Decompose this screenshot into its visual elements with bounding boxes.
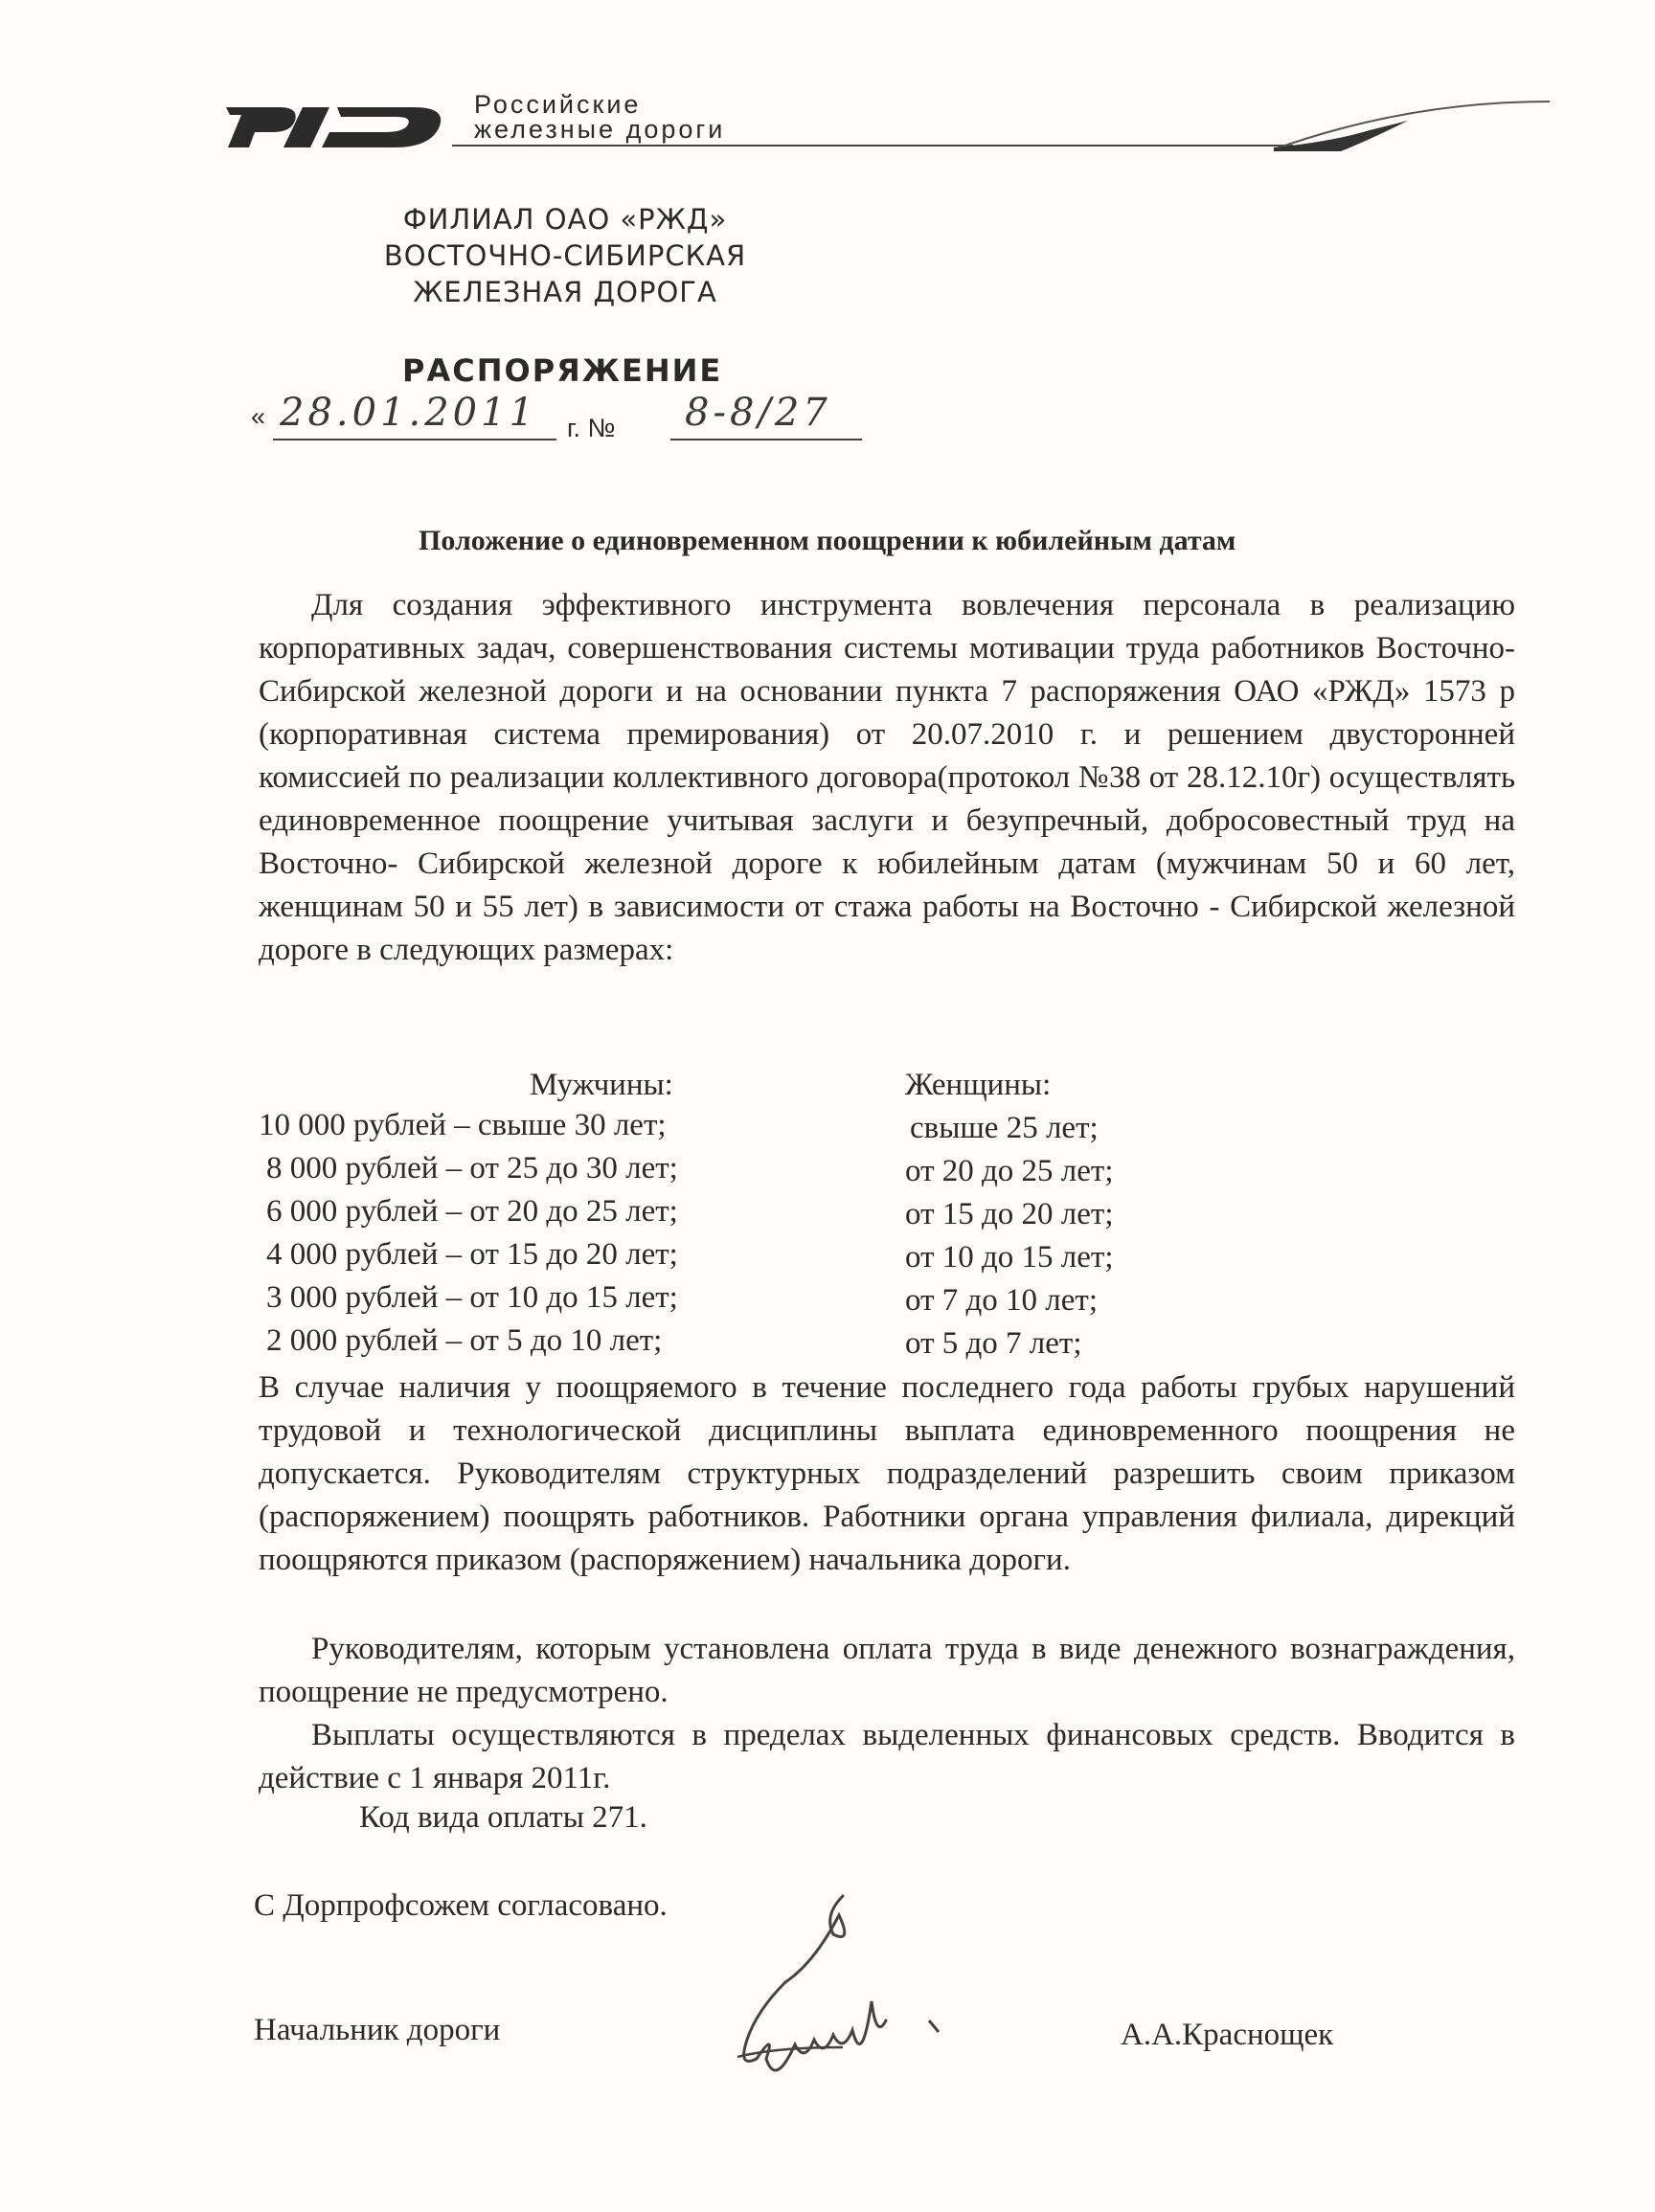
women-row: свыше 25 лет; — [910, 1111, 1099, 1145]
payment-code: Код вида оплаты 271. — [359, 1800, 647, 1835]
org-name-line2: ВОСТОЧНО-СИБИРСКАЯ — [383, 239, 747, 272]
order-number-label: г. № — [567, 414, 616, 442]
men-header: Мужчины: — [530, 1068, 673, 1102]
date-underline — [273, 439, 556, 440]
violations-paragraph: В случае наличия у поощряемого в течение последнего года работы грубых нарушений трудовой и технологической дисциплины выплата единовременного поощрения не допускается. Руководителям структурных подразделений разрешить своим приказом (распоряжением) поощрять работников. Работники органа управления филиала, дирекций поощряются приказом (распоряжением) начальника дороги. — [259, 1370, 1515, 1577]
rzd-logo-icon — [222, 94, 462, 151]
signatory-position: Начальник дороги — [254, 2013, 501, 2047]
document-title: Положение о единовременном поощрении к юбилейным датам — [419, 525, 1236, 556]
men-row: 4 000 рублей – от 15 до 20 лет; — [266, 1237, 678, 1272]
handwritten-signature-icon — [709, 1877, 958, 2107]
order-title: РАСПОРЯЖЕНИЕ — [402, 352, 723, 389]
women-row: от 10 до 15 лет; — [905, 1240, 1114, 1275]
women-header: Женщины: — [905, 1068, 1052, 1102]
order-date: 28.01.2011 — [280, 391, 538, 435]
intro-paragraph: Для создания эффективного инструмента вовлечения персонала в реализацию корпоративных задач, совершенствования системы мотивации труда работников Восточно- Сибирской железной дороги и на основании пункта 7 распоряжения ОАО «РЖД» 1573 р (корпоративная система премирования) от 20.07.2010 г. и решением двусторонней комиссией по реализации коллективного договора(протокол №38 от 28.12.10г) осуществлять единовременное поощрение учитывая заслуги и безупречный, добросовестный труд на Восточно- Сибирской железной дороге к юбилейным датам (мужчинам 50 и 60 лет, женщинам 50 и 55 лет) в зависимости от стажа работы на Восточно - Сибирской железной дороге в следующих размерах: — [259, 588, 1515, 967]
company-name-line1: Российские — [474, 90, 642, 119]
company-name-line2: железные дороги — [474, 115, 726, 144]
men-row: 2 000 рублей – от 5 до 10 лет; — [266, 1323, 663, 1358]
women-row: от 15 до 20 лет; — [905, 1197, 1114, 1231]
men-row: 10 000 рублей – свыше 30 лет; — [259, 1108, 667, 1142]
signatory-name: А.А.Краснощек — [1121, 2018, 1334, 2052]
women-row: от 7 до 10 лет; — [905, 1283, 1098, 1318]
header-rule — [450, 92, 1552, 159]
org-name-line1: ФИЛИАЛ ОАО «РЖД» — [402, 203, 728, 236]
order-number: 8-8/27 — [685, 391, 831, 435]
women-row: от 20 до 25 лет; — [905, 1154, 1114, 1188]
men-row: 3 000 рублей – от 10 до 15 лет; — [266, 1280, 678, 1315]
number-underline — [670, 439, 862, 440]
men-row: 6 000 рублей – от 20 до 25 лет; — [266, 1194, 678, 1229]
agreed-note: С Дорпрофсожем согласовано. — [254, 1888, 668, 1923]
date-open-quote: « — [251, 402, 266, 431]
managers-paragraph: Руководителям, которым установлена оплата труда в виде денежного вознаграждения, поощрение не предусмотрено. — [259, 1632, 1515, 1709]
men-row: 8 000 рублей – от 25 до 30 лет; — [266, 1151, 678, 1185]
women-row: от 5 до 7 лет; — [905, 1326, 1082, 1361]
payments-paragraph: Выплаты осуществляются в пределах выделенных финансовых средств. Вводится в действие с 1 января 2011г. — [259, 1718, 1515, 1795]
org-name-line3: ЖЕЛЕЗНАЯ ДОРОГА — [413, 276, 717, 308]
